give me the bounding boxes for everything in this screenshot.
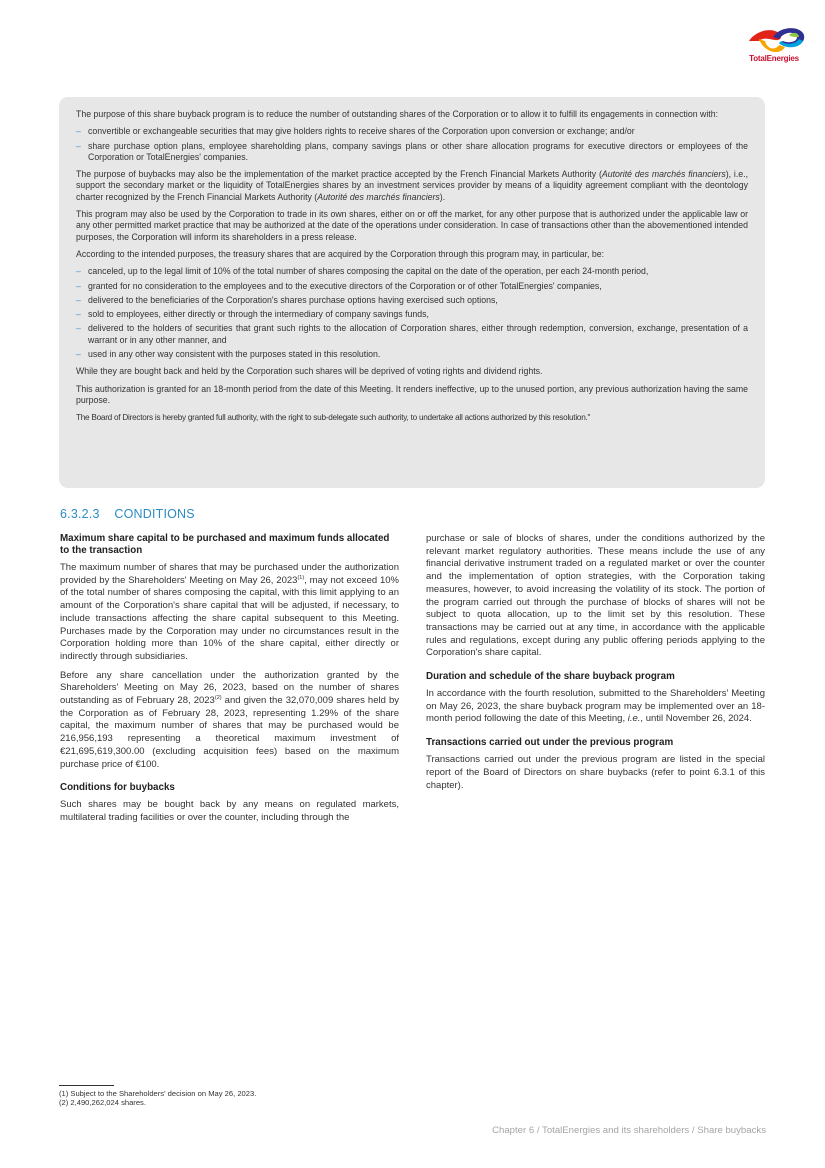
previous-program-paragraph: Transactions carried out under the previous program are listed in the special report of the Board of Directors on share buybacks (refer to point 6.3.1 of this chapter). [426,754,765,791]
trade-own-shares-paragraph: This program may also be used by the Corporation to trade in its own shares, either on or off the market, for any other purpose that is authorized under the applicable law or any other permitted market practice that may be authorized at the date of the operations under consideration. In case of transactions other than the abovementioned intended purposes, the Corporation will inform its shareholders in a press release. [76,209,748,242]
list-item: – canceled, up to the legal limit of 10% of the total number of shares composing the capital on the date of the operation, per each 24-month period, [76,266,748,277]
right-column [426,533,765,798]
footnote-ref-1[interactable]: (1) [297,574,305,581]
list-item: – granted for no consideration to the employees and to the executive directors of the Corporation or of other TotalEnergies' companies, [76,281,748,292]
list-item: – used in any other way consistent with the purposes stated in this resolution. [76,349,748,360]
left-column [60,533,399,831]
list-item: – sold to employees, either directly or through the intermediary of company savings funds, [76,309,748,320]
list-item: – share purchase option plans, employee shareholding plans, company savings plans or other share allocation programs for executive directors or employees of the Corporation or TotalEnergies' companies. [76,141,748,164]
deprived-rights-paragraph: While they are bought back and held by the Corporation such shares will be deprived of voting rights and dividend rights. [76,366,543,377]
list-item: – convertible or exchangeable securities that may give holders rights to receive shares of the Corporation upon conversion or exchange; and/or [76,126,748,137]
purposes-list [76,266,748,360]
footnote-ref-2[interactable]: (2) [214,694,222,701]
block-purchase-paragraph: purchase or sale of blocks of shares, under the conditions authorized by the relevant market regulatory authorities. These means include the use of any financial derivative instrument traded on a regulated market or over the counter and the implementation of option strategies, with the Corporation taking measures, however, to avoid increasing the volatility of its stock. The portion of the program carried out through the purchase of blocks of shares will not be subject to quota allocation, up to the limit set by this resolution. These transactions may be carried out at any time, in accordance with the applicable rules and regulations, except during any public offering periods applying to the Corporation's share capital. [426,533,765,659]
footnote-1: (1) Subject to the Shareholders' decision on May 26, 2023. [59,1089,257,1098]
logo-wordmark: TotalEnergies [749,54,799,63]
buyback-means-paragraph: Such shares may be bought back by any means on regulated markets, multilateral trading facilities or over the counter, including through the [60,799,399,823]
heading-previous-program: Transactions carried out under the previous program [426,737,674,749]
max-shares-paragraph: The maximum number of shares that may be purchased under the authorization provided by the Shareholders' Meeting on May 26, 2023$^{(1)}$, may not exceed 10% of the total number of shares composing the capital, with this limit applying to an amount of the Corporation's share capital that will be adjusted, if necessary, to include transactions affecting the share capital subsequent to this Meeting. Purchases made by the Corporation may under no circumstances result in the Corporation holding more than 10% of the share capital, either directly or indirectly through subsidiaries. [60,562,399,662]
purposes-intro: According to the intended purposes, the treasury shares that are acquired by the Corporation through this program may, in particular, be: [76,248,605,259]
section-heading: CONDITIONS [114,507,195,521]
section-number: 6.3.2.3 [60,507,100,521]
engagements-list [76,126,748,163]
heading-duration: Duration and schedule of the share buyback program [426,671,675,683]
resolution-box [59,97,765,488]
list-item: – delivered to the beneficiaries of the Corporation's shares purchase options having exercised such options, [76,295,748,306]
board-authority-paragraph: The Board of Directors is hereby granted full authority, with the right to sub-delegate such authority, to undertake all actions authorized by this resolution." [76,413,591,423]
footnote-divider [59,1085,114,1086]
heading-conditions-buybacks: Conditions for buybacks [60,782,175,794]
page-footer: Chapter 6 / TotalEnergies and its shareholders / Share buybacks [492,1125,766,1136]
section-title [60,507,195,521]
heading-max-capital: Maximum share capital to be purchased and maximum funds allocated to the transaction [60,533,390,556]
duration-paragraph: In accordance with the fourth resolution, submitted to the Shareholders' Meeting on May 26, 2023, the share buyback program may be implemented over an 18-month period following the date of this Meeting, i.e., until November 26, 2024. [426,688,765,725]
footnote-2: (2) 2,490,262,024 shares. [59,1098,146,1107]
box-intro: The purpose of this share buyback program is to reduce the number of outstanding shares of the Corporation or to allow it to fulfill its engagements in connection with: [76,109,719,119]
authorization-period-paragraph: This authorization is granted for an 18-month period from the date of this Meeting. It renders ineffective, up to the unused portion, any previous authorization having the same purpose. [76,383,748,405]
market-practice-paragraph: The purpose of buybacks may also be the implementation of the market practice accepted by the French Financial Markets Authority (Autorité des marchés financiers), i.e., support the secondary market or the liquidity of TotalEnergies shares by an investment services provider by means of a liquidity agreement compliant with the deontology charter recognized by the French Financial Markets Authority (Autorité des marchés financiers). [76,169,749,202]
list-item: – delivered to the holders of securities that grant such rights to the allocation of Corporation shares, either through redemption, conversion, exchange, presentation of a warrant or in any other manner, and [76,323,748,346]
footnotes [59,1089,256,1107]
cancellation-paragraph: Before any share cancellation under the authorization granted by the Shareholders' Meeting on May 26, 2023, based on the number of shares outstanding as of February 28, 2023$^{(2)}$ and given the 32,070,009 shares held by the Corporation as of February 28, 2023, representing 1.29% of the share capital, the maximum number of shares that may be purchased would be 216,956,193 representing a theoretical maximum investment of €21,695,619,300.00 (excluding acquisition fees) based on the maximum purchase price of €100. [60,669,399,770]
